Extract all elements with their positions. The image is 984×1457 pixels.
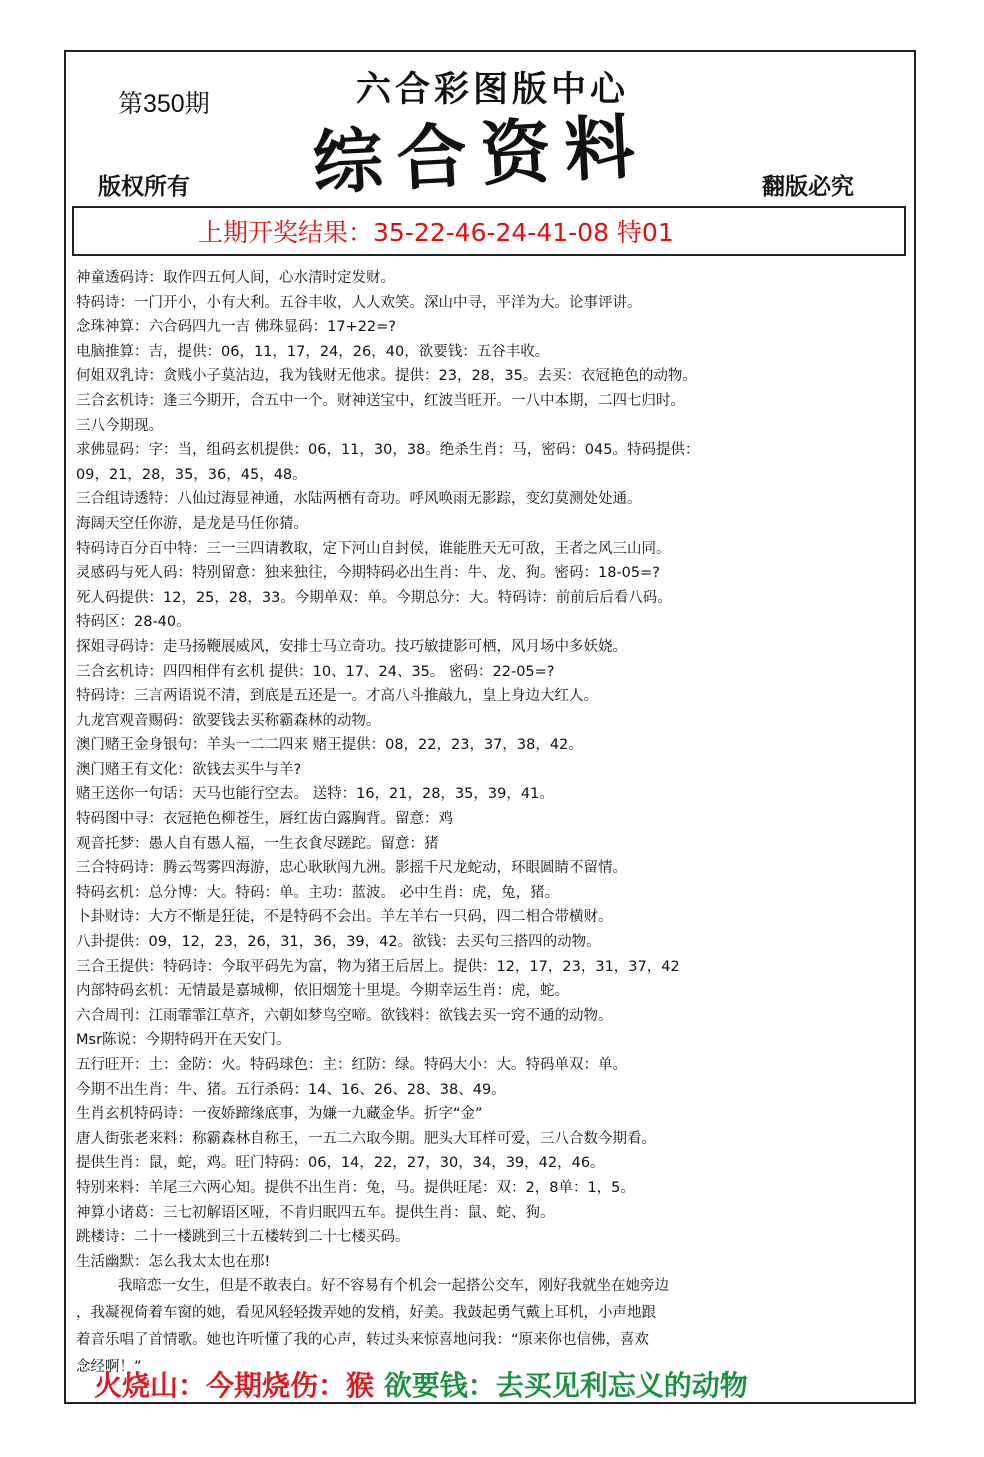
tip-line: 生肖玄机特码诗：一夜娇蹄缘底事，为嫌一九藏金华。折字“金” xyxy=(76,1106,483,1123)
tip-line: 三合王提供：特码诗：今取平码先为富，物为猪王后居上。提供：12，17，23，31，37，42 xyxy=(76,958,680,975)
tip-line: 三合玄机诗：四四相伴有玄机 提供：10、17、24、35。 密码：22-05=? xyxy=(76,663,555,680)
tip-line: 特码图中寻：衣冠艳色柳苍生，唇红齿白露胸背。留意：鸡 xyxy=(76,811,453,828)
tip-line: 内部特码玄机：无情最是嘉城柳，依旧烟笼十里堤。今期幸运生肖：虎，蛇。 xyxy=(76,983,569,1000)
tip-line: Msr陈说：今期特码开在天安门。 xyxy=(76,1032,291,1049)
tip-line: 神算小诸葛：三七初解语区哑，不肯归眠四五车。提供生肖：鼠、蛇、狗。 xyxy=(76,1204,555,1221)
tip-line: 三合特码诗：腾云驾雾四海游，忠心耿耿闯九洲。影摇千尺龙蛇动，环眼圆睛不留情。 xyxy=(76,860,627,877)
piracy-note: 翻版必究 xyxy=(762,173,854,200)
tip-line: 电脑推算：吉，提供：06，11，17，24，26，40，欲要钱：五谷丰收。 xyxy=(76,343,550,360)
tip-line: 唐人街张老来料：称霸森林自称王，一五二六取今期。肥头大耳样可爱，三八合数今期看。 xyxy=(76,1130,656,1147)
tip-line: 特码诗：三言两语说不清，到底是五还是一。才高八斗推敲九，皇上身边大红人。 xyxy=(76,688,598,705)
tip-line: 探姐寻码诗：走马扬鞭展威风，安排士马立奇功。技巧敏捷影可栖，风月场中多妖娆。 xyxy=(76,638,627,655)
banner-money-text: 欲要钱：去买见利忘义的动物 xyxy=(374,1369,748,1402)
bottom-banner xyxy=(94,1364,748,1404)
tip-line: 特码诗：一门开小，小有大利。五谷丰收，人人欢笑。深山中寻，平洋为大。论事评讲。 xyxy=(76,294,642,311)
tip-line: 海阔天空任你游，是龙是马任你猜。 xyxy=(76,515,308,532)
story-line: 念经啊！” xyxy=(76,1359,142,1375)
tip-line: 观音托梦：愚人自有愚人福，一生衣食尽蹉跎。留意：猪 xyxy=(76,835,439,852)
tip-line: 何姐双乳诗：贪贱小子莫沾边，我为钱财无他求。提供：23，28，35。去买：衣冠艳色的动物。 xyxy=(76,368,697,385)
tip-line: 特别来料：羊尾三六两心知。提供不出生肖：兔，马。提供旺尾：双：2，8单：1，5。 xyxy=(76,1179,635,1196)
tip-line: 五行旺开：土：金防：火。特码球色：主：红防：绿。特码大小：大。特码单双：单。 xyxy=(76,1057,627,1073)
tip-line: 六合周刊：江雨霏霏江草齐，六朝如梦鸟空啼。欲钱料：欲钱去买一窍不通的动物。 xyxy=(76,1007,613,1024)
publisher-title: 六合彩图版中心 xyxy=(356,70,630,110)
last-result-text: 上期开奖结果：35-22-46-24-41-08 特01 xyxy=(198,218,674,247)
tip-line: 生活幽默：怎么我太太也在那! xyxy=(76,1253,271,1270)
tip-line: 09，21，28，35，36，45，48。 xyxy=(76,466,307,483)
banner-fire-text: 火烧山：今期烧伤：猴 xyxy=(94,1369,375,1402)
tip-line: 特码区：28-40。 xyxy=(76,614,191,631)
tip-line: 澳门赌王有文化：欲钱去买牛与羊? xyxy=(76,761,302,778)
tip-line: 今期不出生肖：牛、猪。五行杀码：14、16、26、28、38、49。 xyxy=(76,1081,506,1098)
tip-line: 死人码提供：12，25，28，33。今期单双：单。今期总分：大。特码诗：前前后后看八码。 xyxy=(76,589,672,606)
tip-line: 特码玄机：总分博：大。特码：单。主功：蓝波。 必中生肖：虎，兔，猪。 xyxy=(76,884,560,901)
tip-line: 三合玄机诗：逢三今期开，合五中一个。财神送宝中，红波当旺开。一八中本期，二四七归时。 xyxy=(76,392,685,409)
tips-list xyxy=(76,266,908,1274)
tip-line: 卜卦财诗：大方不惭是狂徒，不是特码不会出。羊左羊右一只码，四二相合带横财。 xyxy=(76,909,613,926)
story-line: 着音乐唱了首情歌。她也许听懂了我的心声，转过头来惊喜地问我：“原来你也信佛，喜欢 xyxy=(76,1332,650,1348)
tip-line: 三合组诗透特：八仙过海显神通，水陆两栖有奇功。呼风唤雨无影踪，变幻莫测处处通。 xyxy=(76,491,642,508)
tip-line: 跳楼诗：二十一楼跳到三十五楼转到二十七楼买码。 xyxy=(76,1229,410,1246)
tip-line: 特码诗百分百中特：三一三四请教取，定下河山自封侯，谁能胜天无可敌，王者之风三山同。 xyxy=(76,540,671,557)
copyright-note: 版权所有 xyxy=(98,173,190,200)
tip-line: 神童透码诗：取作四五何人间，心水清时定发财。 xyxy=(76,270,395,286)
main-title: 综合资料 xyxy=(310,104,651,205)
tip-line: 念珠神算：六合码四九一吉 佛珠显码：17+22=? xyxy=(76,319,397,336)
tip-line: 提供生肖：鼠，蛇，鸡。旺门特码：06，14，22，27，30，34，39，42，46。 xyxy=(76,1155,605,1172)
tip-line: 九龙宫观音赐码：欲要钱去买称霸森林的动物。 xyxy=(76,712,381,729)
story-line: ，我凝视倚着车窗的她，看见风轻轻拨弄她的发梢，好美。我鼓起勇气戴上耳机，小声地跟 xyxy=(76,1305,656,1321)
tip-line: 赌王送你一句话：天马也能行空去。 送特：16，21，28，35，39，41。 xyxy=(76,786,554,803)
issue-number: 第350期 xyxy=(118,90,210,118)
story-line: 我暗恋一女生，但是不敢表白。好不容易有个机会一起搭公交车，刚好我就坐在她旁边 xyxy=(118,1278,669,1294)
tip-line: 求佛显码：字：当，组码玄机提供：06，11，30，38。绝杀生肖：马，密码：045。特码提供： xyxy=(76,442,700,459)
tip-line: 灵感码与死人码：特别留意：独来独往，今期特码必出生肖：牛、龙、狗。密码：18-05=? xyxy=(76,565,660,582)
tip-line: 澳门赌王金身银句：羊头一二二四来 赌王提供：08，22，23，37，38，42。 xyxy=(76,737,583,754)
tip-line: 三八今期现。 xyxy=(76,417,163,434)
last-result-box xyxy=(72,206,906,256)
tip-line: 八卦提供：09，12，23，26，31，36，39，42。欲钱：去买句三搭四的动物。 xyxy=(76,934,601,951)
